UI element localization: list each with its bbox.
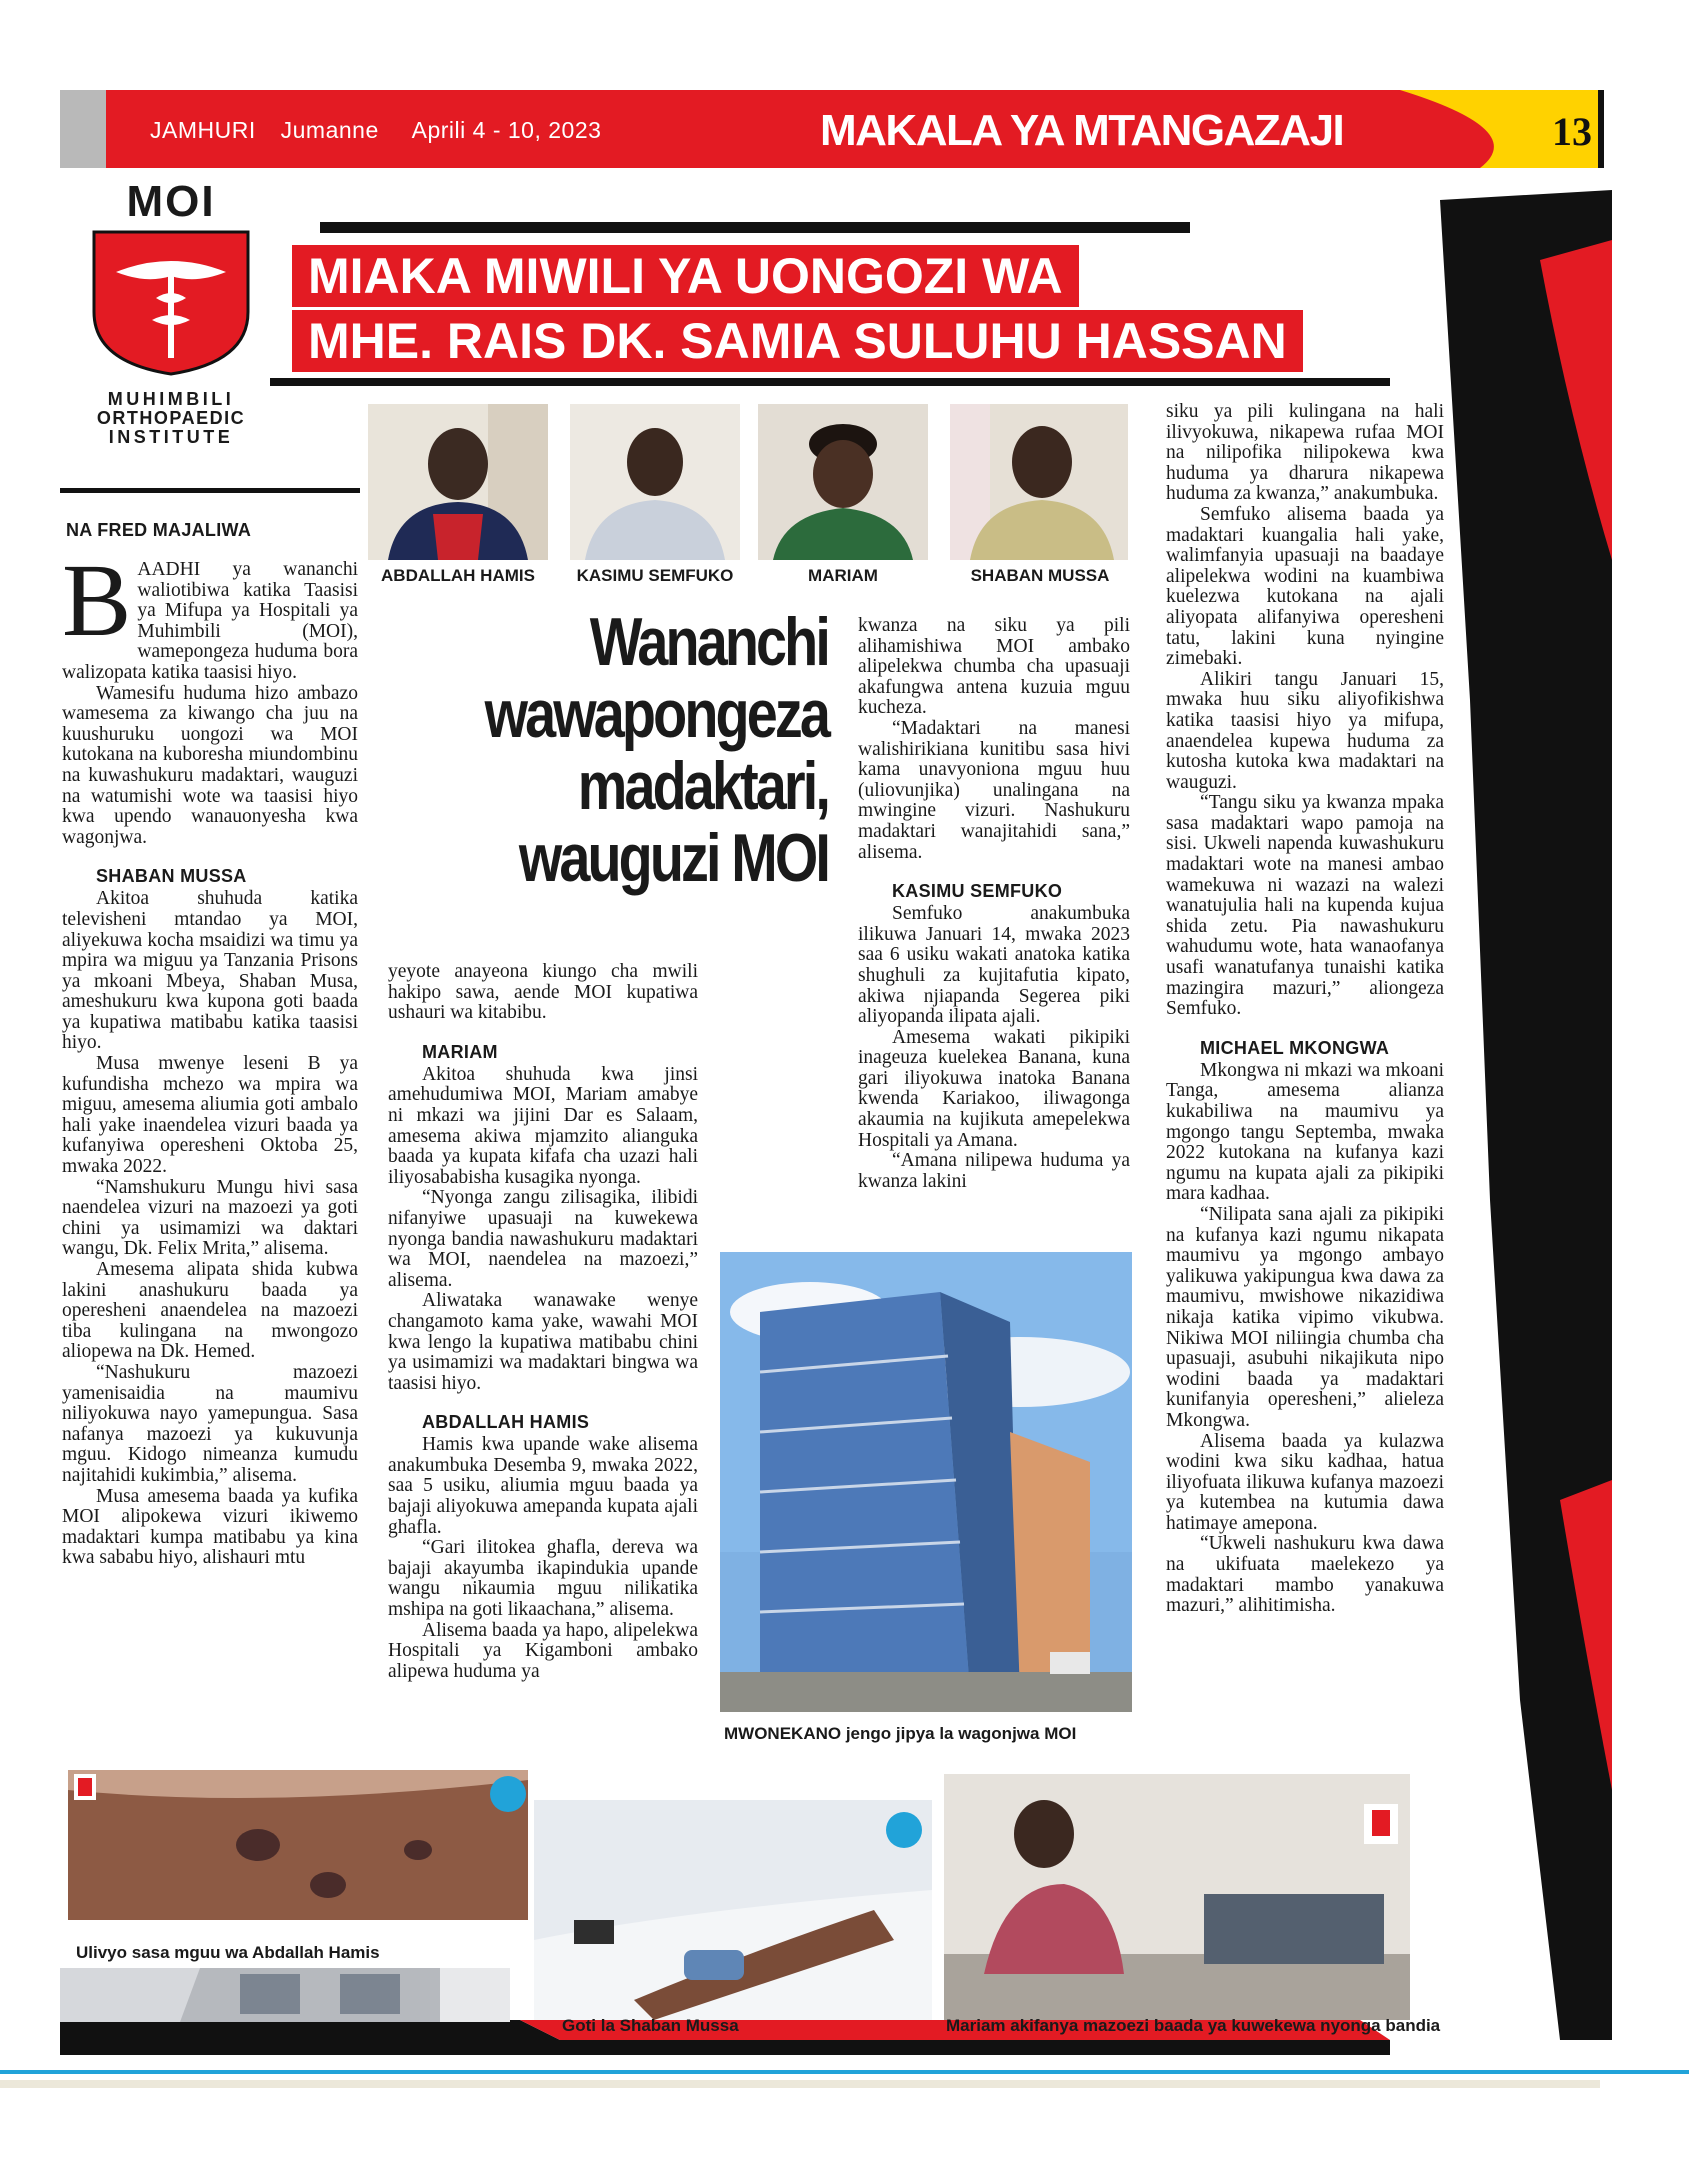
portrait-name-1: ABDALLAH HAMIS [381, 566, 535, 585]
lead-paragraph: AADHI ya wananchi waliotibiwa katika Taasisi ya Mifupa ya Hospitali ya Muhimbili (MOI), wamepongeza huduma bora walizopata katika taasisi hiyo. [62, 560, 358, 683]
paragraph: Musa mwenye leseni B ya kufundisha mchezo wa mpira wa miguu, amesema aliumia goti ambalo hali yake inaendelea vizuri baada ya kufanyiwa operesheni Oktoba 25, mwaka 2022. [62, 1053, 358, 1178]
paragraph: kwanza na siku ya pili alihamishiwa MOI ambako alipelekwa chumba cha upasuaji akafungwa antena kuzuia mguu kucheza. [858, 616, 1130, 719]
portrait-shaban [950, 404, 1128, 560]
byline: NA FRED MAJALIWA [66, 520, 252, 540]
caption-knee: Goti la Shaban Mussa [562, 2016, 739, 2035]
paragraph: “Gari ilitokea ghafla, dereva wa bajaji akayumba ikapindukia upande wangu nikaumia mguu nilikatika mshipa na goti likaachana,” alisema. [388, 1537, 698, 1621]
paragraph: Hamis kwa upande wake alisema anakumbuka Desemba 9, mwaka 2022, saa 5 usiku, aliumia mguu baada ya bajaji aliyokuwa amepanda kupata ajali ghafla. [388, 1434, 698, 1538]
section-title: MAKALA YA MTANGAZAJI [820, 106, 1344, 155]
caption-mariam: Mariam akifanya mazoezi baada ya kuwekewa nyonga bandia [946, 2016, 1441, 2035]
hospital-detail-photo [60, 1968, 510, 2022]
building-photo [720, 1252, 1132, 1712]
subhead-shaban: SHABAN MUSSA [96, 866, 247, 887]
paragraph: Alisema baada ya kulazwa wodini kwa siku kadhaa, hatua iliyofuata ilikuwa kufanya mazoezi ya kutembea na kutumia dawa hatimaye amepona. [1166, 1430, 1444, 1534]
subhead-michael: MICHAEL MKONGWA [1200, 1037, 1390, 1058]
headline [451, 606, 828, 894]
moi-logo [86, 177, 256, 460]
paragraph: siku ya pili kulingana na hali ilivyokuwa, nikapewa rufaa MOI na nilipofika nilipokewa kwa huduma ya dharura nikapewa huduma za kwanza,” anakumbuka. [1166, 402, 1444, 505]
article-column-2 [388, 962, 698, 1742]
banner-line-2: MHE. RAIS DK. SAMIA SULUHU HASSAN [292, 310, 1303, 372]
article-column-4 [1166, 402, 1444, 1782]
headline-line-1: Wananchi [589, 604, 828, 680]
paragraph: “Amana nilipewa huduma ya kwanza lakini [858, 1150, 1130, 1192]
paragraph: “Madaktari na manesi walishirikiana kunitibu sasa hivi kama unavyoniona mguu huu (uliovunjika) unalingana na mwingine vizuri. Nashukuru madaktari wanajitahidi sana,” alisema. [858, 717, 1130, 863]
page-number: 13 [1552, 109, 1592, 154]
logo-line-1: MUHIMBILI [107, 389, 235, 409]
mariam-physio-photo [944, 1774, 1410, 2020]
caption-leg: Ulivyo sasa mguu wa Abdallah Hamis [76, 1943, 380, 1962]
paragraph: Akitoa shuhuda kwa jinsi amehudumiwa MOI, Mariam amabye ni mkazi wa jijini Dar es Salaam, amesema akiwa mjamzito alianguka baada ya kupata kifafa cha uzazi hali iliyosababisha kusagika nyonga. [388, 1063, 698, 1188]
leg-photo [68, 1770, 528, 1920]
paragraph: Aliwataka wanawake wenye changamoto kama yake, wawahi MOI kwa lengo la kupatiwa matibabu chini ya usimamizi wa madaktari bingwa wa taasisi hiyo. [388, 1290, 698, 1394]
paragraph: Amesema alipata shida kubwa lakini anashukuru baada ya operesheni anaendelea na mazoezi tiba kulingana na mwongozo aliopewa na Dk. Hemed. [62, 1259, 358, 1363]
portrait-name-3: MARIAM [808, 566, 878, 585]
issue-date: Aprili 4 - 10, 2023 [411, 117, 602, 143]
banner-line-1: MIAKA MIWILI YA UONGOZI WA [292, 245, 1079, 307]
article-column-1 [62, 560, 358, 1740]
portrait-kasimu [570, 404, 740, 560]
paragraph: “Namshukuru Mungu hivi sasa naendelea vizuri na mazoezi ya goti chini ya usimamizi wa daktari wangu, Dk. Felix Mrita,” alisema. [62, 1176, 358, 1260]
paragraph: “Nyonga zangu zilisagika, ilibidi nifanyiwe upasuaji na kuwekewa nyonga bandia nawashukuru madaktari wa MOI, naendelea na mazoezi,” alisema. [388, 1187, 698, 1291]
headline-line-3: madaktari, [577, 748, 828, 824]
paragraph: Amesema wakati pikipiki inageuza kuelekea Banana, kuna gari iliyokuwa inatoka Banana kwenda Kariakoo, iliwagonga akaumia na kujikuta amepelekwa Hospitali ya Amana. [858, 1026, 1130, 1151]
paragraph: “Nashukuru mazoezi yamenisaidia na maumivu niliyokuwa nayo yamepungua. Sasa nafanya mazoezi ya kukuvunja mguu. Kidogo nimeanza kumudu najitahidi kukimbia,” alisema. [62, 1361, 358, 1486]
paragraph: Alisema baada ya hapo, alipelekwa Hospitali ya Kigamboni ambako alipewa huduma ya [388, 1619, 698, 1682]
caption-building: MWONEKANO jengo jipya la wagonjwa MOI [724, 1724, 1077, 1743]
paragraph: Alikiri tangu Januari 15, mwaka huu siku aliyofikishwa katika taasisi hiyo ya mifupa, anaendelea kupewa huduma za kutosha kutoka kwa madaktari na wauguzi. [1166, 668, 1444, 793]
paragraph: “Nilipata sana ajali za pikipiki na kufanya kazi ngumu nikapata maumivu ya mgongo ambayo yalikuwa yakipungua kwa dawa za maumivu, mwishowe nikazidiwa nikaja katika vipimo vikubwa. Nikiwa MOI niliingia chumba cha upasuaji, asubuhi nikajikuta nipo wodini baada ya madaktari kunifanyia operesheni,” alieleza Mkongwa. [1166, 1203, 1444, 1431]
portrait-mariam [758, 404, 928, 560]
paragraph: Semfuko alisema baada ya madaktari kuangalia hali yake, walimfanyia upasuaji na baadaye alipelekwa wodini na kuambiwa kuelezwa kutokana na ajali aliyopata alifanyiwa operesheni tatu, lakini kuna nyingine zimebaki. [1166, 503, 1444, 670]
knee-photo [534, 1800, 932, 2020]
logo-line-2: ORTHOPAEDIC [96, 408, 246, 428]
paragraph: yeyote anayeona kiungo cha mwili hakipo sawa, aende MOI kupatiwa ushauri wa kitabibu. [388, 962, 698, 1024]
paragraph: Semfuko anakumbuka ilikuwa Januari 14, mwaka 2023 saa 6 usiku wakati anatoka katika shughuli za kujitafutia kipato, akiwa njiapanda Segerea piki aliyopanda ilipata ajali. [858, 903, 1130, 1028]
dropcap: B [62, 560, 132, 658]
paragraph: Wamesifu huduma hizo ambazo wamesema za kiwango cha juu na kuushuruku uongozi wa MOI kutokana na kuboresha miundombinu na kuwashukuru madaktari, wauguzi na watumishi wote wa taasisi hiyo kwa upendo wanauonyesha kwa wagonjwa. [62, 682, 358, 848]
logo-mark: MOI [126, 177, 216, 226]
portrait-name-4: SHABAN MUSSA [970, 566, 1110, 585]
paragraph: “Tangu siku ya kwanza mpaka sasa madaktari wapo pamoja na sisi. Ukweli napenda kuwashukuru madaktari wote na manesi ambao wamekuwa ni wazazi na walezi wanatujulia hali na kupenda kujua shida zetu. Pia nawashukuru wahudumu wote, hata wanaofanya usafi wanatufanya tunaishi katika mazingira mazuri,” aliongeza Semfuko. [1166, 792, 1444, 1020]
article-column-3 [858, 616, 1130, 1236]
paragraph: Akitoa shuhuda katika televisheni mtandao ya MOI, aliyekuwa kocha msaidizi wa timu ya mpira wa miguu ya Tanzania Prisons ya mkoani Mbeya, Shaban Musa, ameshukuru kwa kupona goti baada ya kupatiwa matibabu katika taasisi hiyo. [62, 888, 358, 1054]
masthead-paper [150, 117, 601, 144]
logo-line-3: INSTITUTE [108, 427, 234, 447]
subhead-kasimu: KASIMU SEMFUKO [892, 881, 1063, 902]
headline-line-2: wawapongeza [484, 676, 828, 752]
paragraph: “Ukweli nashukuru kwa dawa na ukifuata maelekezo ya madaktari mambo yanakuwa mazuri,” alihitimisha. [1166, 1533, 1444, 1617]
portrait-abdallah [368, 404, 548, 560]
portrait-name-2: KASIMU SEMFUKO [576, 566, 734, 585]
issue-day: Jumanne [280, 117, 379, 143]
subhead-mariam: MARIAM [422, 1041, 498, 1062]
paragraph: Mkongwa ni mkazi wa mkoani Tanga, amesema alianza kukabiliwa na maumivu ya mgongo tangu Septemba, mwaka 2022 kutokana na kufanya kazi ngumu na kupata ajali za pikipiki mara kadhaa. [1166, 1059, 1444, 1205]
logo-shield-icon [86, 228, 256, 376]
paper-name: JAMHURI [150, 117, 256, 143]
paragraph: Musa amesema baada ya kufika MOI alipokewa vizuri ikiwemo madaktari kumpa matibabu ya kina kwa sababu hiyo, alishauri mtu [62, 1485, 358, 1569]
headline-line-4: wauguzi MOI [518, 820, 828, 896]
subhead-abdallah: ABDALLAH HAMIS [422, 1412, 590, 1433]
